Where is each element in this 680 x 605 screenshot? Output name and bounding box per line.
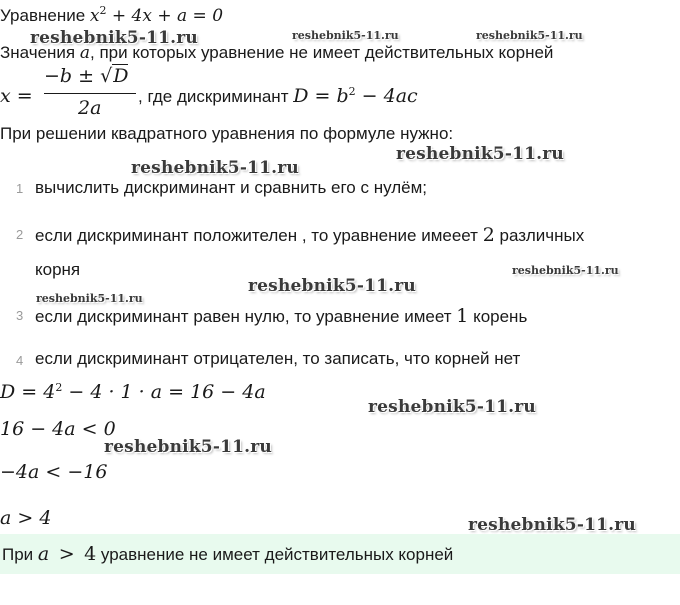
values-prefix: Значения	[0, 43, 76, 62]
discriminant-expr: $D = b^2 - 4ac$	[293, 85, 418, 107]
calc-line-1: $D = 4^2 - 4 \cdot 1 \cdot a = 16 - 4a$	[0, 381, 266, 403]
watermark: reshebnik5-11.ru	[131, 158, 299, 178]
watermark: reshebnik5-11.ru	[512, 264, 619, 277]
watermark: reshebnik5-11.ru	[36, 292, 143, 305]
step-text: вычислить дискриминант и сравнить его с нулём;	[35, 178, 428, 197]
calc-line-3: −4a < −16	[0, 461, 108, 483]
watermark: reshebnik5-11.ru	[292, 29, 399, 42]
step-number: 2	[16, 227, 24, 242]
step-number: 1	[16, 181, 24, 196]
step-number: 4	[16, 353, 24, 368]
conclusion-suffix: уравнение не имеет действительных корней	[100, 545, 454, 564]
conclusion-text	[2, 534, 453, 575]
where-text: , где дискриминант	[138, 87, 289, 106]
step-text: если дискриминант равен нулю, то уравнение имеет 1 корень	[35, 305, 528, 327]
watermark: reshebnik5-11.ru	[248, 276, 416, 296]
intro-text: При решении квадратного уравнения по формуле нужно:	[0, 124, 454, 143]
watermark: reshebnik5-11.ru	[476, 29, 583, 42]
equation-line	[0, 6, 223, 26]
sqrt-arg: D	[113, 65, 129, 87]
fraction-bar	[44, 93, 136, 94]
watermark: reshebnik5-11.ru	[30, 28, 198, 48]
calc-line-2: 16 − 4a < 0	[0, 418, 116, 440]
formula-denominator: 2a	[78, 97, 102, 115]
conclusion-var: a	[37, 543, 50, 565]
conclusion-value: 4	[84, 543, 97, 565]
values-suffix: , при которых уравнение не имеет действительных корней	[90, 43, 554, 62]
quadratic-formula	[0, 63, 680, 115]
step-value: 1	[456, 305, 469, 327]
values-var: a	[79, 43, 91, 63]
step-number: 3	[16, 308, 24, 323]
watermark: reshebnik5-11.ru	[368, 397, 536, 417]
equation-prefix: Уравнение	[0, 6, 86, 25]
equation-math: $x^2 + 4x + a = 0$	[89, 4, 224, 26]
step-value: 2	[482, 224, 495, 246]
formula-numerator: −b ± √D	[44, 65, 129, 87]
formula-rest	[138, 85, 418, 107]
watermark: reshebnik5-11.ru	[468, 515, 636, 535]
calc-line-4: a > 4	[0, 507, 52, 529]
step-text: если дискриминант положителен , то уравнение имееет 2 различных	[35, 224, 585, 246]
conclusion-prefix: При	[2, 545, 34, 564]
step-text: если дискриминант отрицателен, то записать, что корней нет	[35, 349, 521, 368]
formula-lhs: x =	[0, 85, 33, 107]
watermark: reshebnik5-11.ru	[104, 437, 272, 457]
step-text-continued: корня	[35, 260, 81, 279]
conclusion-op: >	[58, 543, 75, 565]
conclusion-box	[0, 534, 680, 574]
watermark: reshebnik5-11.ru	[396, 144, 564, 164]
